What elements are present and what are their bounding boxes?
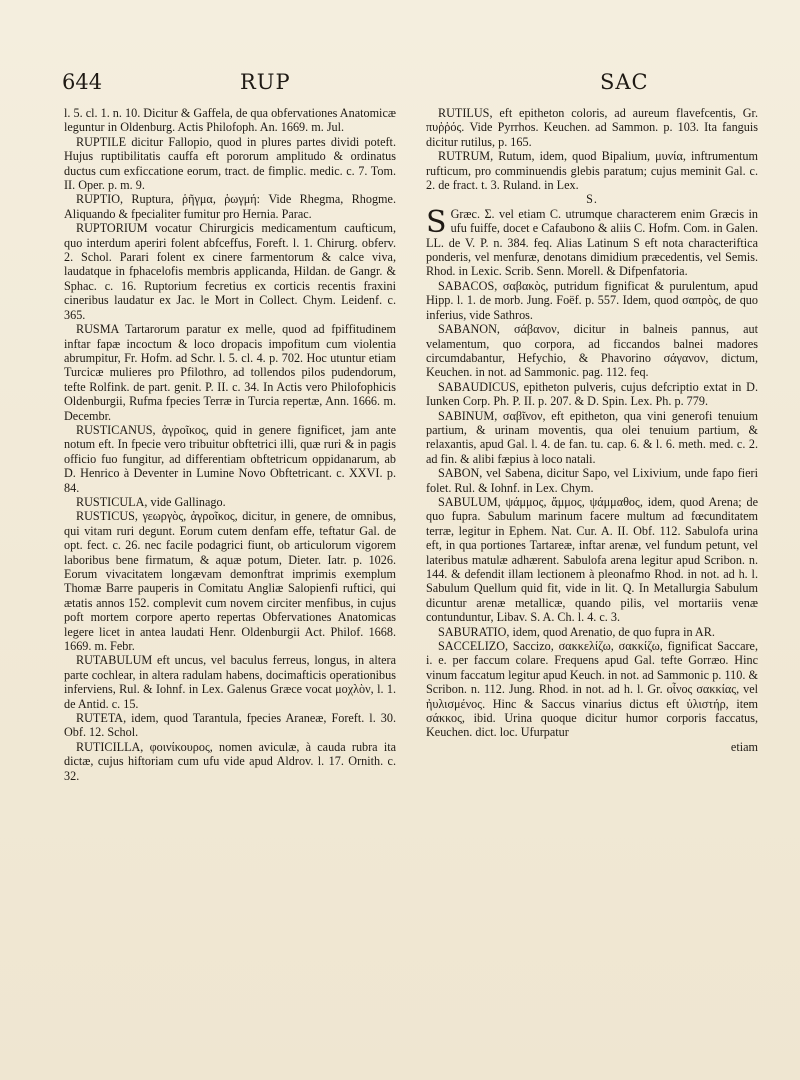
entry-ruticilla: RUTICILLA, φοινίκουρος, nomen aviculæ, à cauda rubra ita dictæ, cujus hiftoriam cum ufu vide apud Aldrov. l. 17. Ornith. c. 32.: [64, 739, 396, 783]
running-head-left: RUP: [240, 70, 291, 94]
entry-ruteta: RUTETA, idem, quod Tarantula, fpecies Araneæ, Foreft. l. 30. Obf. 12. Schol.: [64, 711, 396, 740]
page-number: 644: [62, 70, 103, 94]
page-header: [62, 70, 756, 106]
entry-saccelizo: SACCELIZO, Saccizo, σακκελίζω, σακκίζω, fignificat Saccare, i. e. per faccum colare. Frequens apud Gal. tefte Gorræo. Hinc vinum faccatum legitur apud Keuch. in not. ad Sammonic p. 110. & Scribon. n. 112. Jung. Rhod. in not. ad h. l. Gr. οἶνος σακκίας, vel ἠυλισμένος. Hinc & Saccus vinarius dictus eft ὑλιστήρ, item σάκκος, ibid. Urina quoque dicitur humor corporis faccatus, Keuchen. dict. loc. Ufurpatur: [426, 639, 758, 740]
entry-rusma: RUSMA Tartarorum paratur ex melle, quod ad fpiffitudinem inftar fapæ incoctum & loco dropacis impofitum cum violentia abrumpitur, Fr. Hofm. ad Schr. l. 5. cl. 4. p. 702. Hoc utuntur etiam Turcicæ mulieres pro Pfilothro, ad tollendos pilos pudendorum, tefte Rolfink. de part. genit. P. II. c. 34. In Actis vero Philofophicis Oldenburgii, Rufma fpecies Terræ in Turcia repertæ, Ann. 1666. m. Decembr.: [64, 322, 396, 423]
entry-sabaudicus: SABAUDICUS, epitheton pulveris, cujus defcriptio extat in D. Iunken Corp. Ph. P. II. p. 207. & D. Spin. Lex. Ph. p. 779.: [426, 379, 758, 409]
entry-sabinum: SABINUM, σαβῖνον, eft epitheton, qua vini generofi tenuium partium, & urinam moventis, qua olei tenuium partium, & relaxantis, apud Gal. l. 4. de fan. tu. cap. 6. & l. 6. meth. med. c. 2. ad fin. & alibi fæpius à loco natali.: [426, 408, 758, 466]
catchword: etiam: [730, 739, 758, 754]
entry-rutabulum: RUTABULUM eft uncus, vel baculus ferreus, longus, in altera parte cochlear, in altera radulam habens, docimafticis operationibus inferviens, Rul. & Iohnf. in Lex. Galenus Græce vocat μοχλὸν, l. 1. de Antid. c. 15.: [64, 653, 396, 711]
entry-ruptorium: RUPTORIUM vocatur Chirurgicis medicamentum caufticum, quo interdum aperiri folent abfceffus, Foreft. l. 1. Chirurg. obferv. 2. Schol. Parari folent ex cinere farmentorum & calce viva, laudatque in fphacelofis membris applicanda, Hildan. de Gangr. & Sphac. c. 16. Ruptorium fecretius ex corticis recentis fraxini cineribus laudatur ex Jac. le Mort in Collect. Chym. Leidenf. c. 365.: [64, 221, 396, 322]
entry-rutilus: RUTILUS, eft epitheton coloris, ad aureum flavefcentis, Gr. πυῤῥός. Vide Pyrrhos. Keuchen. ad Sammon. p. 103. Ita fanguis dicitur rutilus, p. 165.: [426, 106, 758, 149]
entry-s-intro: [426, 204, 758, 279]
right-column: [426, 106, 758, 1040]
entry-rusticanus: RUSTICANUS, ἀγροῖκος, quid in genere fignificet, jam ante notum eft. In fpecie vero tribuitur obftetrici illi, quæ ruri & in pagis officio fuo fungitur, ad differentiam obftetricum oppidanarum, ab D. Henrico à Deventer in Lumine Novo Obftetricant. c. XXVI. p. 84.: [64, 422, 396, 495]
left-column: [64, 106, 396, 1040]
entry-rusticus: RUSTICUS, γεωργὸς, ἀγροῖκος, dicitur, in genere, de omnibus, qui vitam ruri degunt. Eorum cutem denfam effe, teftatur Gal. de opt. fect. c. 26. nec facile podagrici fiunt, ob articulorum vigorem laboribus bene firmatum, & aquæ potum, Dieter. Iatr. p. 1026. Eorum vivacitatem longævam demonftrat imprimis exemplum Thomæ Barre pauperis in Comitatu Angliæ Salopienfi ruftici, qui ætatis annos 152. complevit cum novem circiter menfibus, in cujus poft mortem corpore aperto repertas Obfervationes Anatomicas legere licet in antea laudati Henr. Oldenburgii Act. Philof. 1668. 1669. m. Febr.: [64, 509, 396, 654]
entry-rutrum: RUTRUM, Rutum, idem, quod Bipalium, μυνία, inftrumentum rufticum, pro comminuendis glebis paratum; cujus meminit Gal. c. 2. de fract. t. 3. Ruland. in Lex.: [426, 149, 758, 193]
running-head-right: SAC: [600, 70, 649, 94]
entry-sabon: SABON, vel Sabena, dicitur Sapo, vel Lixivium, unde fapo fieri folet. Rul. & Iohnf. in Lex. Chym.: [426, 466, 758, 495]
entry-rusticula: RUSTICULA, vide Gallinago.: [76, 494, 226, 509]
section-heading-s: S.: [586, 192, 598, 207]
entry-continuation: l. 5. cl. 1. n. 10. Dicitur & Gaffela, de qua obfervationes Anatomicæ leguntur in Oldenburg. Actis Philofoph. An. 1669. m. Jul.: [64, 106, 396, 135]
entry-s-text: Græc. Σ. vel etiam C. utrumque characterem enim Græcis in ufu fuiffe, docet e Cafaubono & aliis C. Hofm. Com. in Galen. LL. de V. P. n. 384. feq. Alias Latinum S eft nota characteriftica ponderis, vel menfuræ, denotans dimidium præcedentis, vel Semis. Rhod. in Lexic. Scrib. Senn. Morell. & Difpenfatoria.: [426, 206, 758, 279]
entry-ruptio: RUPTIO, Ruptura, ῥῆγμα, ῥωγμή: Vide Rhegma, Rhogme. Aliquando & fpecialiter fumitur pro Hernia. Parac.: [64, 192, 396, 221]
entry-sabacos: SABACOS, σαβακὸς, putridum fignificat & purulentum, apud Hipp. l. 1. de morb. Jung. Foëf. p. 557. Idem, quod σαπρὸς, de quo inferius, vide Sathros.: [426, 278, 758, 322]
entry-sabanon: SABANON, σάβανον, dicitur in balneis pannus, aut velamentum, quo corpora, ad ficcandos balnei madores circumdabantur, Hefychio, & Phavorino σάγανον, dictum, Keuchen. in not. ad Sammonic. pag. 112. feq.: [426, 322, 758, 380]
entry-sabulum: SABULUM, ψάμμος, ἄμμος, ψάμμαθος, idem, quod Arena; de quo fupra. Sabulum marinum facere multum ad fœcunditatem terræ, legitur in Ephem. Nat. Cur. A. II. Obf. 112. Sabulofa urina eft, in qua portiones Tartareæ, inftar arenæ, vel fundum petunt, vel lateribus matulæ adhærent. Sabulofa arena legitur apud Scribon. n. 144. & defendit illam lectionem à pleonafmo Rhod. in not. ad h. l. Sabulum Quellum quid fit, vide in lit. Q. In Metallurgia Sabulum dicuntur arenæ metallicæ, quando pilis, vel mortariis venæ contunduntur, Libav. S. A. Ch. l. 4. c. 3.: [426, 494, 758, 625]
entry-ruptile: RUPTILE dicitur Fallopio, quod in plures partes dividi poteft. Hujus ruptibilitatis cauffa eft pororum amplitudo & ordinatus ductus cum exficcatione eorum, tract. de fimplic. medic. c. 7. Tom. II. Oper. p. m. 9.: [64, 134, 396, 193]
entry-saburatio: SABURATIO, idem, quod Arenatio, de quo fupra in AR.: [438, 624, 715, 639]
drop-cap-s: S: [426, 204, 447, 240]
